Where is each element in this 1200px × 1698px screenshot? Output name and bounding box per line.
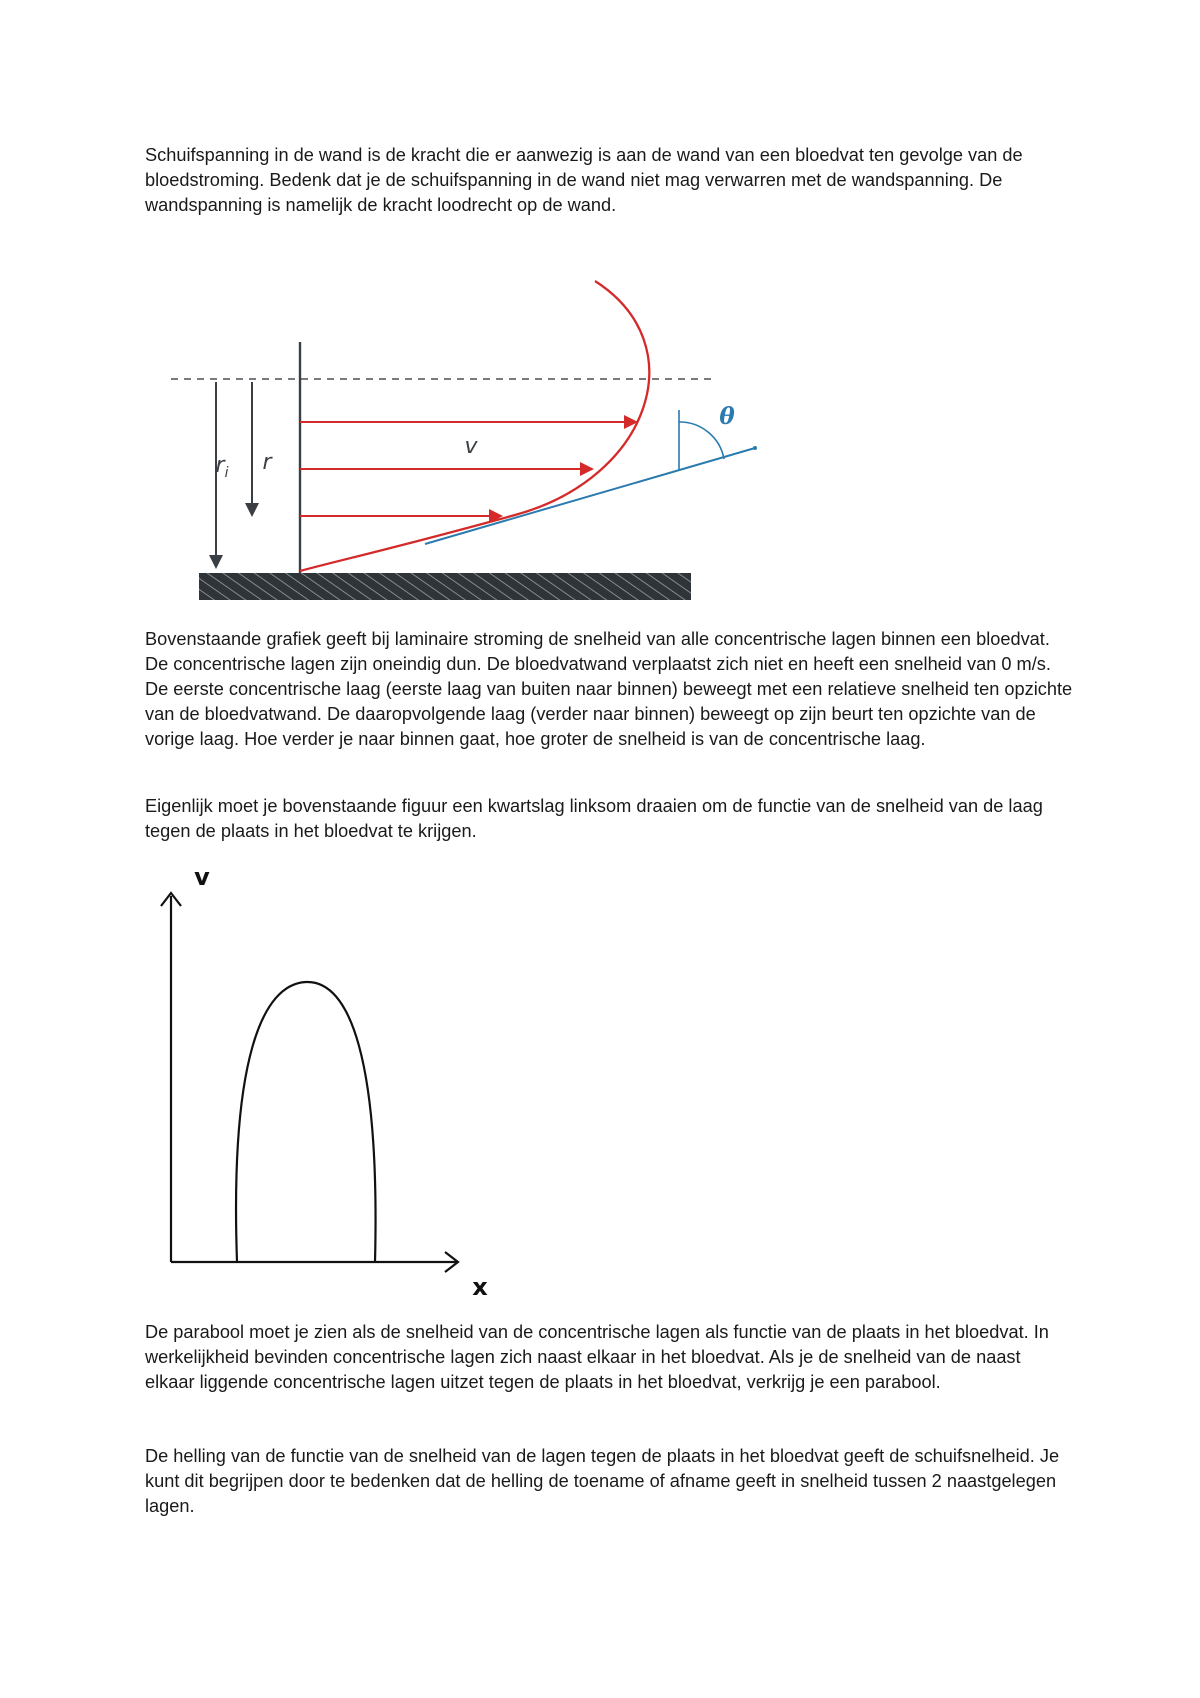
label-r: r [262,450,272,475]
paragraph-explanation: Bovenstaande grafiek geeft bij laminaire stroming de snelheid van alle concentrische lagen binnen een bloedvat. De concentrische lagen zijn oneindig dun. De bloedvatwand verplaatst zich niet en heeft een snelheid van 0 m/s. De eerste concentrische laag (eerste laag van buiten naar binnen) beweegt met een relatieve snelheid ten opzichte van de bloedvatwand. De daaropvolgende laag (verder naar binnen) beweegt op zijn beurt ten opzichte van de vorige laag. Hoe verder je naar binnen gaat, hoe groter de snelheid is van de concentrische laag. [145,629,1073,749]
parabola-curve [236,982,376,1262]
label-v: v [464,434,478,459]
label-ri: $r_i$ [215,453,229,481]
paragraph-slope: De helling van de functie van de snelheid van de lagen tegen de plaats in het bloedvat geeft de schuifsnelheid. Je kunt dit begrijpen door te bedenken dat de helling de toename of afname geeft in snelheid tussen 2 naastgelegen lagen. [145,1446,1060,1516]
label-x-axis: x [472,1273,488,1301]
paragraph-parabola: De parabool moet je zien als de snelheid van de concentrische lagen als functie van de plaats in het bloedvat. In werkelijkheid bevinden concentrische lagen zich naast elkaar in het bloedvat. Als je de snelheid van de naast elkaar liggende concentrische lagen uitzet tegen de plaats in het bloedvat, verkrijg je een parabool. [145,1322,1049,1392]
label-y-axis: v [194,863,210,891]
paragraph-intro: Schuifspanning in de wand is de kracht die er aanwezig is aan de wand van een bloedvat ten gevolge van de bloedstroming. Bedenk dat je de schuifspanning in de wand niet mag verwarren met de wandspanning. De wandspanning is namelijk de kracht loodrecht op de wand. [145,145,1023,215]
label-theta: θ [719,403,735,430]
paragraph-rotation: Eigenlijk moet je bovenstaande figuur een kwartslag linksom draaien om de functie van de snelheid van de laag tegen de plaats in het bloedvat te krijgen. [145,796,1043,841]
